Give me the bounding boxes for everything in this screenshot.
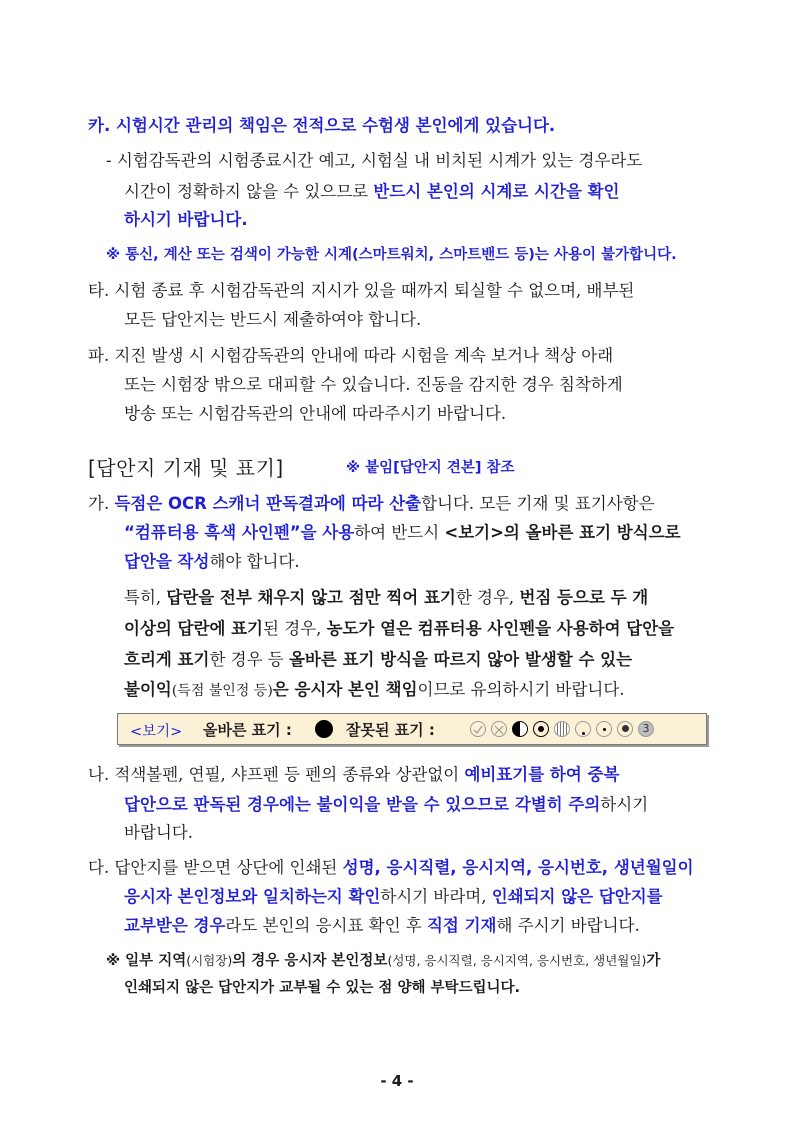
correct-marking-label [203,719,292,740]
striped-circle-icon [554,721,570,737]
item-ga-line3 [124,552,300,572]
emphasis-black: 답란을 전부 채우지 않고 점만 찍어 표기 [166,588,456,607]
text-small: (시험장) [186,953,233,968]
check-circle-icon [470,721,486,737]
text: 나. 적색볼펜, 연필, 샤프펜 등 펜의 종류와 상관없이 [88,765,465,784]
item-ka-bullet-line3: 하시기 바랍니다. [124,210,248,229]
text: 합니다. 모든 기재 및 표기사항은 [421,494,655,513]
text: 잘못된 표기 : [346,721,435,739]
emphasis-black: <보기>의 올바른 표기 방식으로 [444,523,681,542]
emphasis-black: 의 경우 응시자 본인정보 [232,953,388,969]
item-ka-text: 카. 시험시간 관리의 책임은 전적으로 수험생 본인에게 있습니다. [88,116,556,135]
emphasis: 교부받은 경우 [124,916,226,935]
emphasis-black: 번짐 등으로 두 개 [519,588,649,607]
item-ga-line2 [124,523,681,543]
item-ga-para-line2 [124,619,674,639]
emphasis: “컴퓨터용 흑색 사인펜”을 사용 [124,523,355,542]
item-na-line1 [88,765,619,785]
text: 한 경우, [455,588,520,607]
item-ta-line1: 타. 시험 종료 후 시험감독관의 지시가 있을 때까지 퇴실할 수 없으며, 배부된 [88,281,635,300]
emphasis: 성명, 응시직렬, 응시지역, 응시번호, 생년월일이 [342,858,694,877]
text: 라도 본인의 응시표 확인 후 [225,916,427,935]
item-ga-para-line3 [124,650,632,670]
emphasis-black: 올바른 표기 방식을 따르지 않아 발생할 수 있는 [288,650,633,669]
item-da-note-line1 [106,951,660,971]
filled-circle-icon [315,720,333,738]
emphasis: 답안을 작성 [124,552,210,571]
text: 하시기 [600,795,649,814]
item-pa-line2: 또는 시험장 밖으로 대피할 수 있습니다. 진동을 감지한 경우 침착하게 [124,375,623,394]
text: 해야 합니다. [209,552,300,571]
emphasis-black: 은 응시자 본인 책임 [272,680,418,699]
dot-center-circle-icon [596,721,612,737]
item-na-line2 [124,795,648,815]
item-da-line2 [124,887,663,907]
emphasis-black: 불이익 [124,680,172,699]
emphasis: 직접 기재 [426,916,497,935]
emphasis: 반드시 본인의 시계로 시간을 확인 [373,182,620,201]
text: 가. [88,494,115,513]
text: 한 경우 등 [209,650,289,669]
wrong-marking-label [346,719,435,740]
dot-bottom-circle-icon [575,721,591,737]
emphasis-black: 농도가 옅은 컴퓨터용 사인펜을 사용하여 답안을 [326,619,675,638]
item-ga-line1 [88,494,655,514]
numbered-circle-icon: 3 [638,721,654,737]
emphasis: 응시자 본인정보와 일치하는지 확인 [124,887,381,906]
page-number: - 4 - [380,1072,414,1090]
example-label: <보기> [130,724,183,740]
emphasis-black: 이상의 답란에 표기 [124,619,264,638]
text: 하시기 바라며, [380,887,492,906]
scribble-circle-icon [617,721,633,737]
item-pa-line3: 방송 또는 시험감독관의 안내에 따라주시기 바랍니다. [124,404,507,423]
text: 해 주시기 바랍니다. [496,916,640,935]
text-small: (성명, 응시직렬, 응시지역, 응시번호, 생년월일) [387,953,647,968]
item-da-line3 [124,916,640,936]
item-na-line3: 바랍니다. [124,823,194,842]
item-pa-line1: 파. 지진 발생 시 시험감독관의 안내에 따라 시험을 계속 보거나 책상 아래 [88,346,614,365]
section-reference: ※ 붙임[답안지 견본] 참조 [346,460,515,476]
emphasis-black: 가 [646,953,661,969]
item-ka-bullet-line2 [124,182,620,202]
half-filled-circle-icon [512,721,528,737]
item-ka-bullet-line1: - 시험감독관의 시험종료시간 예고, 시험실 내 비치된 시계가 있는 경우라도 [106,151,643,170]
marking-example-box [117,713,707,745]
text: 올바른 표기 : [203,721,292,739]
item-da-note-line2: 인쇄되지 않은 답안지가 교부될 수 있는 점 양해 부탁드립니다. [124,980,521,996]
emphasis-black: ※ 일부 지역 [106,953,187,969]
item-ga-para-line4 [124,680,625,701]
emphasis: 예비표기를 하여 중복 [464,765,620,784]
emphasis: 인쇄되지 않은 답안지를 [491,887,663,906]
text: 다. 답안지를 받으면 상단에 인쇄된 [88,858,343,877]
item-ka-title [88,116,555,136]
text-small: (득점 불인정 등) [171,683,273,699]
emphasis-black: 흐리게 표기 [124,650,210,669]
text: 시간이 정확하지 않을 수 있으므로 [124,182,374,201]
text: 특히, [124,588,167,607]
item-ga-para-line1 [124,588,648,608]
emphasis: 답안으로 판독된 경우에는 불이익을 받을 수 있으므로 각별히 주의 [124,795,601,814]
item-ka-note: ※ 통신, 계산 또는 검색이 가능한 시계(스마트워치, 스마트밴드 등)는 사용이 불가합니다. [106,247,677,263]
text: 된 경우, [263,619,327,638]
text: 이므로 유의하시기 바랍니다. [417,680,625,699]
emphasis: 득점은 OCR 스캐너 판독결과에 따라 산출 [114,494,422,513]
item-ta-line2: 모든 답안지는 반드시 제출하여야 합니다. [124,310,422,329]
text: 하여 반드시 [354,523,445,542]
x-circle-icon [491,721,507,737]
dot-circle-icon [533,721,549,737]
item-da-line1 [88,858,694,878]
section-title: [답안지 기재 및 표기] [88,456,284,480]
